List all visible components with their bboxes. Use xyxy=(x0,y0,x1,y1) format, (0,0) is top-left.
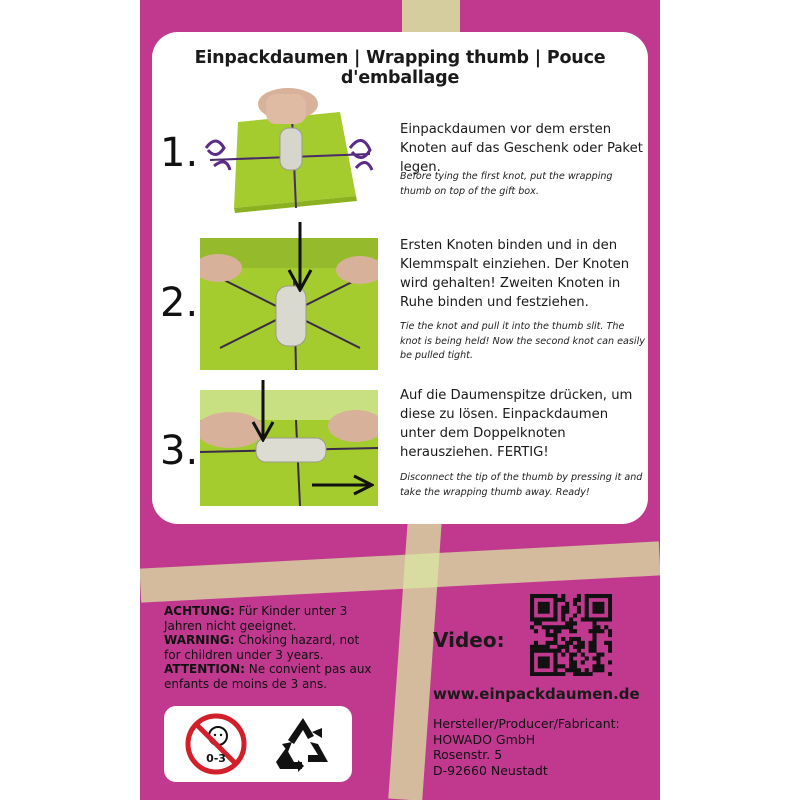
warning-label-fr: ATTENTION: xyxy=(164,662,245,676)
step-1-number: 1. xyxy=(160,130,199,176)
step-2-text-en: Tie the knot and pull it into the thumb slit. The knot is being held! Now the second knot can easily be pulled tight. xyxy=(400,321,645,361)
step-1-text-en: Before tying the first knot, put the wrapping thumb on top of the gift box. xyxy=(400,171,613,197)
video-label: Video: xyxy=(433,628,505,652)
manufacturer-city: D-92660 Neustadt xyxy=(433,762,548,778)
warning-label-de: ACHTUNG: xyxy=(164,604,235,618)
step-3-text-en: Disconnect the tip of the thumb by pressing it and take the wrapping thumb away. Ready! xyxy=(400,472,643,498)
age-restriction-icon xyxy=(184,712,248,776)
manufacturer-street: Rosenstr. 5 xyxy=(433,747,503,762)
step-3-text-de: Auf die Daumenspitze drücken, um diese zu lösen. Einpackdaumen unter dem Doppelknoten herausziehen. FERTIG! xyxy=(400,388,633,460)
manufacturer-label: Hersteller/Producer/Fabricant: xyxy=(433,716,620,731)
manufacturer-name: HOWADO GmbH xyxy=(433,731,536,747)
step-2-arrow-down-icon xyxy=(285,222,315,292)
qr-code-icon[interactable] xyxy=(530,594,612,676)
step-2-text-de: Ersten Knoten binden und in den Klemmspalt einziehen. Der Knoten wird gehalten! Zweiten Knoten in Ruhe binden und festziehen. xyxy=(400,238,630,310)
step-3-number: 3. xyxy=(160,428,199,474)
warning-label-en: WARNING: xyxy=(164,633,235,647)
recycle-icon xyxy=(272,714,334,774)
safety-warning xyxy=(164,604,374,691)
warning-text-en: Choking hazard, not for children under 3 years. xyxy=(164,633,360,662)
step-1-text-de: Einpackdaumen vor dem ersten Knoten auf das Geschenk oder Paket legen. xyxy=(400,122,643,175)
website-link[interactable]: www.einpackdaumen.de xyxy=(433,685,640,703)
symbols-box xyxy=(164,706,352,782)
warning-text-de: Für Kinder unter 3 Jahren nicht geeignet. xyxy=(164,604,348,633)
age-badge: 0-3 xyxy=(206,752,226,765)
step-2-number: 2. xyxy=(160,280,199,326)
step-1-photo xyxy=(200,88,378,216)
warning-text-fr: Ne convient pas aux enfants de moins de 3 ans. xyxy=(164,662,372,691)
page-title: Einpackdaumen | Wrapping thumb | Pouce d'emballage xyxy=(194,48,606,88)
step-3-arrow-right-icon xyxy=(312,474,374,496)
manufacturer-info xyxy=(433,716,620,778)
step-3-arrow-down-icon xyxy=(250,380,276,442)
